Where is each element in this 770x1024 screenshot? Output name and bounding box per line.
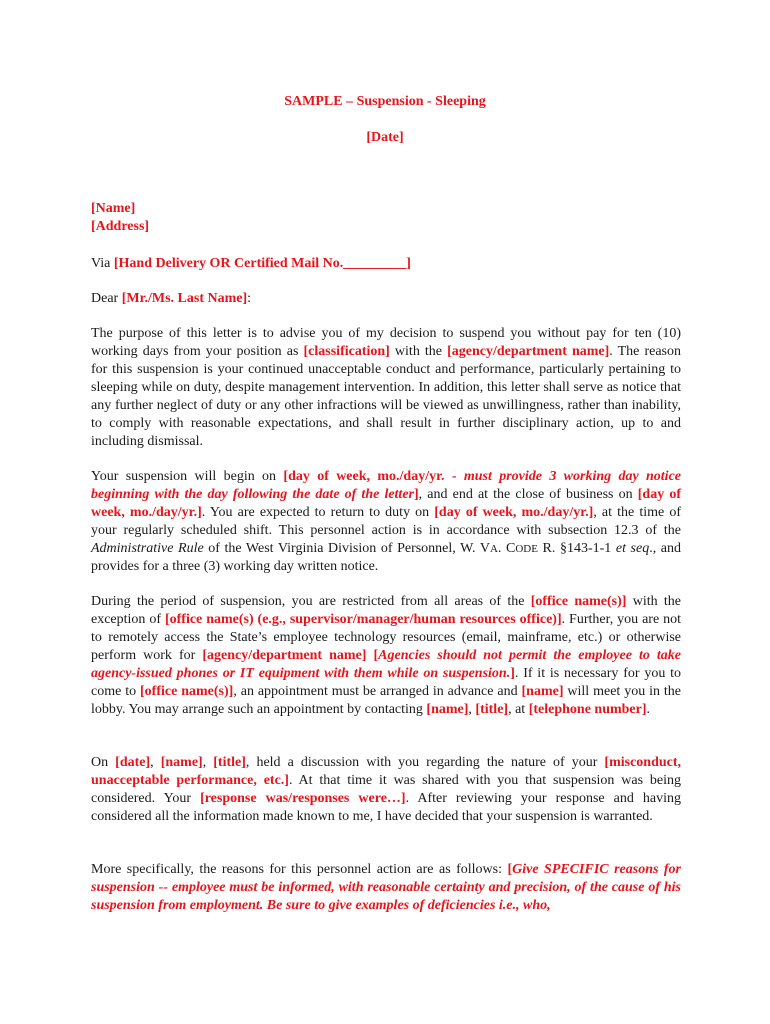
placeholder-end-date: [day of week, mo./day/yr.] xyxy=(91,487,681,520)
placeholder-name-2: [name] xyxy=(160,755,203,770)
note-specific-reasons: [Give SPECIFIC reasons for suspension -- employee must be informed, with reasonable certainty and precision, of the cause of his suspension from employment. Be sure to give examples of deficiencies i.e., who, xyxy=(91,862,682,913)
paragraph-restrictions: During the period of suspension, you are restricted from all areas of the [office name(s)] with the exception of [office name(s) (e.g., supervisor/manager/human resources office)]. Further, you are not to remotely access the State’s employee technology resources (email, mainframe, etc.) or otherwise perform work for [agency/department name] [Agencies should not permit the employee to take agency-issued phones or IT equipment with them while on suspension.]. If it is necessary for you to come to [office name(s)], an appointment must be arranged in advance and [name] will meet you in the lobby. You may arrange such an appointment by contacting [name], [title], at [telephone number]. xyxy=(91,594,682,717)
placeholder-contact-name: [name] xyxy=(521,684,564,699)
placeholder-start-date: [day of week, mo./day/yr. - must provide 3 working day notice beginning with the day following the date of the letter] xyxy=(91,469,682,502)
paragraph-schedule: Your suspension will begin on [day of week, mo./day/yr. - must provide 3 working day notice beginning with the day following the date of the letter], and end at the close of business on [day of week, mo./day/yr.]. You are expected to return to duty on [day of week, mo./day/yr.], at the time of your regularly scheduled shift. This personnel action is in accordance with subsection 12.3 of the Administrative Rule of the West Virginia Division of Personnel, W. VA. CODE R. §143-1-1 et seq., and provides for a three (3) working day written notice. xyxy=(91,469,682,574)
paragraph-reasons: More specifically, the reasons for this personnel action are as follows: [Give SPECIFIC reasons for suspension -- employee must be informed, with reasonable certainty and precision, of the cause of his suspension from employment. Be sure to give examples of deficiencies i.e., who, xyxy=(91,862,682,913)
placeholder-office-names: [office name(s)] xyxy=(530,594,627,609)
salutation-prefix: Dear xyxy=(91,291,122,306)
placeholder-misconduct: [misconduct, unacceptable performance, etc.] xyxy=(91,755,682,788)
delivery-method xyxy=(91,255,681,273)
via-value: [Hand Delivery OR Certified Mail No._________] xyxy=(113,256,411,271)
via-label: Via xyxy=(91,256,114,271)
placeholder-response: [response was/responses were…] xyxy=(200,791,406,806)
placeholder-agency: [agency/department name] xyxy=(447,344,610,359)
placeholder-office-names-2: [office name(s)] xyxy=(140,684,234,699)
document-title: SAMPLE – Suspension - Sleeping xyxy=(284,94,486,109)
placeholder-classification: [classification] xyxy=(303,344,390,359)
salutation-suffix: : xyxy=(247,291,252,306)
placeholder-return-date: [day of week, mo./day/yr.] xyxy=(434,505,594,520)
recipient-name: [Name] xyxy=(91,201,136,216)
recipient-block xyxy=(91,200,681,236)
rule-title: Administrative Rule xyxy=(91,541,204,556)
placeholder-title-2: [title] xyxy=(213,755,246,770)
placeholder-agency-2: [agency/department name] xyxy=(202,648,367,663)
placeholder-title: [title] xyxy=(475,702,509,717)
note-equipment: [Agencies should not permit the employee to take agency-issued phones or IT equipment with them while on suspension.] xyxy=(91,648,682,681)
salutation xyxy=(91,290,681,308)
paragraph-purpose: The purpose of this letter is to advise you of my decision to suspend you without pay for ten (10) working days from your position as [classification] with the [agency/department name]. The reason for this suspension is your continued unacceptable conduct and performance, particularly pertaining to sleeping while on duty, despite management intervention. In addition, this letter shall serve as notice that any further neglect of duty or any other infractions will be viewed as unwillingness, rather than inability, to comply with reasonable expectations, and shall result in further disciplinary action, up to and including dismissal. xyxy=(91,326,682,449)
placeholder-telephone: [telephone number] xyxy=(528,702,647,717)
paragraph-discussion: On [date], [name], [title], held a discussion with you regarding the nature of your [misconduct, unacceptable performance, etc.]. At that time it was shared with you that suspension was being considered. Your [response was/responses were…]. After reviewing your response and having considered all the information made known to me, I have decided that your suspension is warranted. xyxy=(91,755,682,824)
placeholder-office-exception: [office name(s) (e.g., supervisor/manager/human resources office)] xyxy=(164,612,562,627)
placeholder-name: [name] xyxy=(426,702,469,717)
salutation-name: [Mr./Ms. Last Name] xyxy=(121,291,248,306)
recipient-address: [Address] xyxy=(91,219,150,234)
letter-date: [Date] xyxy=(366,130,404,145)
placeholder-date: [date] xyxy=(115,755,151,770)
